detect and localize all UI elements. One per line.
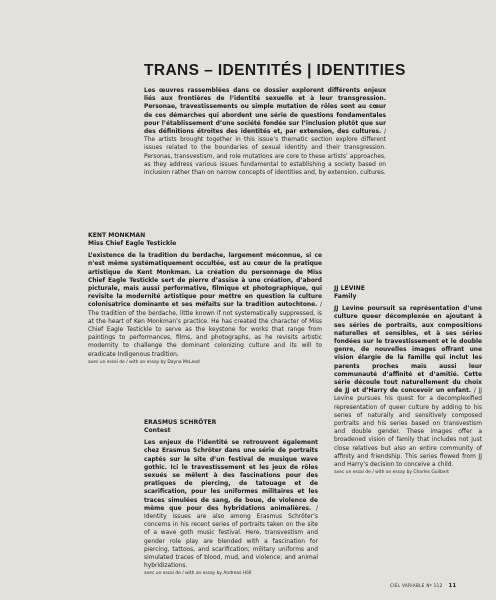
erasmus-schroter-section xyxy=(144,419,318,578)
body-text-fr: L’existence de la tradition du berdache, largement méconnue, si ce n’est même systématiquement occultée, est au cœur de la pratique artistique de Kent Monkman. La création du personnage de Miss Chief Eagle Testickle sert de pierre d’assise à une création, d’abord picturale, mais aussi performative, filmique et photographique, qui revisite la modernité artistique pour mettre en question la culture colonisatrice dominante et ses méfaits sur la tradition autochtone. xyxy=(88,253,322,309)
body-text xyxy=(144,439,318,570)
artist-heading xyxy=(144,419,318,435)
artist-heading xyxy=(334,285,482,301)
kent-monkman-section xyxy=(88,232,322,366)
body-text xyxy=(88,252,322,359)
essay-credit: avec un essai de / with an essay by Dayna McLeod xyxy=(88,359,200,365)
body-text-en: / The tradition of the berdache, little known if not systematically suppressed, is at the heart of Ken Monkman’s practice. He has created the character of Miss Chief Eagle Testickle to serve as the keystone for works that range from paintings to performances, films, and photographs, as he revisits artistic modernity to challenge the dominant colonizing culture and its will to eradicate Indigenous tradition. xyxy=(88,302,322,358)
intro-section xyxy=(144,87,386,177)
page-number: 11 xyxy=(448,583,457,589)
body-text xyxy=(334,305,482,469)
body-text-en: / JJ Levine pursues his quest for a decomplexified representation of queer culture by adding to his series of naturally and sensitively composed portraits and his series based on transvestism and double gender. These images offer a broadened vision of family that includes not just close relatives but also an entire community of affinity and friendship. This series flowed from JJ and Harry’s decision to conceive a child. xyxy=(334,388,482,468)
artist-name: KENT MONKMAN xyxy=(88,232,146,239)
essay-credit: avec un essai de / with an essay by Charles Guilbert xyxy=(334,470,450,476)
magazine-name: CIEL VARIABLE Nº 112 xyxy=(390,583,443,588)
artist-name: ERASMUS SCHRÖTER xyxy=(144,419,217,426)
essay-credit: avec un essai de / with an essay by Andreas Höll xyxy=(144,571,252,577)
page-title: TRANS – IDENTITÉS | IDENTITIES xyxy=(144,62,406,79)
work-title: Miss Chief Eagle Testickle xyxy=(88,239,177,247)
intro-text xyxy=(144,87,386,177)
artist-heading xyxy=(88,232,322,248)
intro-text-fr: Les œuvres rassemblées dans ce dossier explorent différents enjeux liés aux frontières de l’identité sexuelle et à leur transgression. Personae, travestissements ou simple mutation de rôles sont au cœur de ces démarches qui abordent une série de questions fondamentales pour l’établissement d’une société fondée sur l’inclusion plutôt que sur des définitions étroites des identités et, par extension, des cultures. xyxy=(144,88,386,136)
artist-name: JJ LEVINE xyxy=(334,285,365,292)
body-text-fr: Les enjeux de l’identité se retrouvent également chez Erasmus Schröter dans une série de portraits captés sur le site d’un festival de musique wave gothic. Ici le travestissement et les jeux de rôles sexués se mêlent à des fascinations pour des pratiques de piercing, de tatouage et de scarification, pour les uniformes militaires et les traces simulées de sang, de boue, de violence de même que pour des hybridations animalières. xyxy=(144,440,318,512)
page-footer xyxy=(390,583,456,589)
body-text-en: / Identity issues are also among Erasmus Schröter’s concerns in his recent series of portraits taken on the site of a wave goth music festival. Here, transvestism and gender role play are blended with a fascination for piercing, tattoos, and scarification; military uniforms and simulated traces of blood, mud, and violence; and animal hybridizations. xyxy=(144,505,319,570)
work-title: Family xyxy=(334,292,357,300)
jj-levine-section xyxy=(334,285,482,477)
body-text-fr: JJ Levine poursuit sa représentation d’une culture queer décomplexée en ajoutant à ses séries de portraits, aux compositions naturelles et sensibles, et à ses séries fondées sur le travestissement et le double genre, de nouvelles images offrant une vision élargie de la famille qui inclut les parents proches mais aussi leur communauté d’affinité et d’amitié. Cette série découle tout naturellement du choix de JJ et d’Harry de concevoir un enfant. xyxy=(334,306,482,395)
intro-text-en: / The artists brought together in this issue’s thematic section explore different issues related to the boundaries of sexual identity and their transgression. Personas, transvestism, and role mutations are core to these artists’ approaches, as they address various issues fundamental to establishing a society based on inclusion rather than on narrow concepts of identities and, by extension, cultures. xyxy=(144,129,387,177)
work-title: Contest xyxy=(144,426,171,434)
